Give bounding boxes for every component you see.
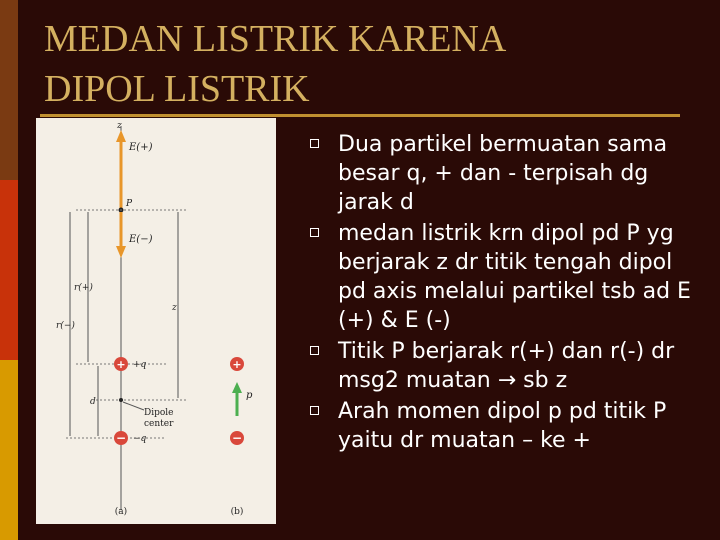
caption-b: (b) <box>230 507 244 517</box>
dipole-moment-label: p <box>246 390 253 401</box>
field-minus-arrowhead <box>116 246 126 258</box>
negative-charge-sign: − <box>115 431 127 445</box>
bullet-item <box>310 337 695 395</box>
square-bullet-icon <box>310 228 319 237</box>
r-minus-label: r(−) <box>56 321 75 331</box>
dipole-center-leader <box>123 402 144 410</box>
bullet-text: Arah momen dipol p pd titik P yaitu dr muatan – ke + <box>338 399 667 453</box>
field-plus-label: E(+) <box>129 142 153 153</box>
dipole-figure <box>36 118 276 524</box>
bullet-list <box>310 130 695 457</box>
title-underline <box>40 114 680 117</box>
title-line-1: MEDAN LISTRIK KARENA <box>44 18 507 60</box>
r-plus-label: r(+) <box>74 283 93 293</box>
title-line-2: DIPOL LISTRIK <box>44 68 310 110</box>
stripe-middle <box>0 180 18 360</box>
point-p-label: P <box>126 199 133 209</box>
caption-a: (a) <box>114 507 128 517</box>
dipole-center-point <box>119 398 123 402</box>
square-bullet-icon <box>310 346 319 355</box>
stripe-top <box>0 0 18 180</box>
positive-charge-sign: + <box>116 358 126 371</box>
square-bullet-icon <box>310 139 319 148</box>
dipole-moment-arrowhead <box>232 382 242 393</box>
negative-charge-label: −q <box>133 434 147 444</box>
b-negative-sign: − <box>231 431 243 445</box>
bullet-text: Titik P berjarak r(+) dan r(-) dr msg2 muatan → sb z <box>338 339 675 393</box>
bullet-item <box>310 397 695 455</box>
square-bullet-icon <box>310 406 319 415</box>
field-minus-label: E(−) <box>129 234 153 245</box>
dipole-center-label-1: Dipole <box>144 408 174 418</box>
z-dimension-label: z <box>172 303 177 313</box>
b-positive-sign: + <box>232 358 242 371</box>
field-plus-arrowhead <box>116 130 126 142</box>
slide-title <box>44 14 684 114</box>
stripe-bottom <box>0 360 18 540</box>
dipole-diagram <box>36 118 276 524</box>
z-axis-label: z <box>117 121 122 131</box>
dipole-center-label-2: center <box>144 419 174 429</box>
bullet-text: Dua partikel bermuatan sama besar q, + dan - terpisah dg jarak d <box>338 132 668 215</box>
d-label: d <box>90 397 96 407</box>
positive-charge-label: +q <box>133 360 147 370</box>
bullet-item <box>310 219 695 335</box>
bullet-text: medan listrik krn dipol pd P yg berjarak z dr titik tengah dipol pd axis melalui partikel tsb ad E (+) & E (-) <box>338 221 691 333</box>
bullet-item <box>310 130 695 217</box>
